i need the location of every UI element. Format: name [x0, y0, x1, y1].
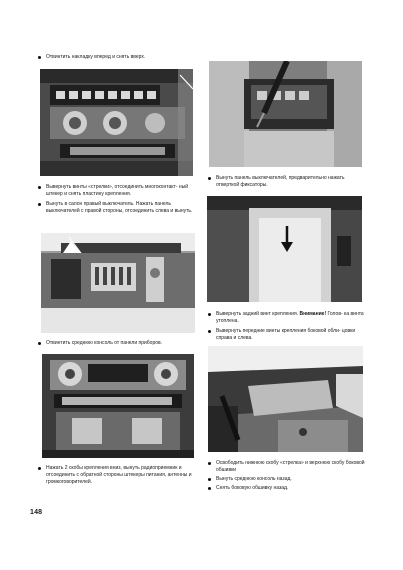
bullet-icon: [208, 487, 211, 490]
photo-rear-screw-arrow: [207, 196, 362, 302]
bullet-item: Вывернуть передние винты крепления боковой обли- цовки справа и слева.: [208, 328, 368, 342]
bullet-item: Вывернуть задний винт крепления. Внимание! Голов- ка винта утоплена.: [208, 311, 368, 325]
caption-remove-radio: [38, 465, 198, 486]
bullet-item: Отвинтить накладку вперед и снять вверх.: [38, 54, 198, 61]
caption-unscrew-console: [38, 340, 198, 347]
caption-remove-cover: [38, 54, 198, 61]
bullet-icon: [208, 478, 211, 481]
bullet-item: Отвинтить среднюю консоль от панели приборов.: [38, 340, 198, 347]
photo-switch-panel-screwdriver: [209, 61, 362, 167]
bullet-icon: [38, 56, 41, 59]
caption-remove-switch-panel: [208, 175, 368, 189]
bullet-icon: [208, 462, 211, 465]
bullet-item: Снять боковую обшивку назад.: [208, 485, 368, 492]
bullet-icon: [38, 342, 41, 345]
photo-center-console-screws: [42, 354, 194, 458]
bullet-icon: [208, 177, 211, 180]
bullet-item: Нажать 2 скобы крепления вниз, вынуть радиоприемник и отсоединить с обратной стороны штекеры питания, антенны и громкоговорителей.: [38, 465, 198, 486]
caption-remove-console-and-trim: [208, 460, 368, 492]
caption-remove-plate: [38, 184, 198, 215]
bullet-icon: [208, 313, 211, 316]
page-number: 148: [30, 509, 43, 516]
bullet-icon: [38, 186, 41, 189]
photo-side-trim-clip: [208, 346, 363, 452]
bullet-icon: [38, 467, 41, 470]
bullet-item: Вынуть панель выключателей, предварительно нажать отверткой фиксаторы.: [208, 175, 368, 189]
caption-rear-and-front-screws: [208, 311, 368, 342]
bullet-icon: [38, 203, 41, 206]
photo-switch-panel-mount: [41, 233, 195, 333]
bullet-icon: [208, 330, 211, 333]
bullet-item: Освободить нижнюю скобу «стрелка» и верхнюю скобу боковой обшивки: [208, 460, 368, 474]
bullet-item: Вынуть в салон правый выключатель. Нажать панель выключателей с правой стороны, отсоединить слева и вынуть.: [38, 201, 198, 215]
bullet-item: Вынуть среднюю консоль назад.: [208, 476, 368, 483]
photo-dashboard-center: [40, 69, 193, 176]
bullet-item: Вывернуть винты «стрелки», отсоединить многоконтакт- ный штекер и снять пластину крепления.: [38, 184, 198, 198]
